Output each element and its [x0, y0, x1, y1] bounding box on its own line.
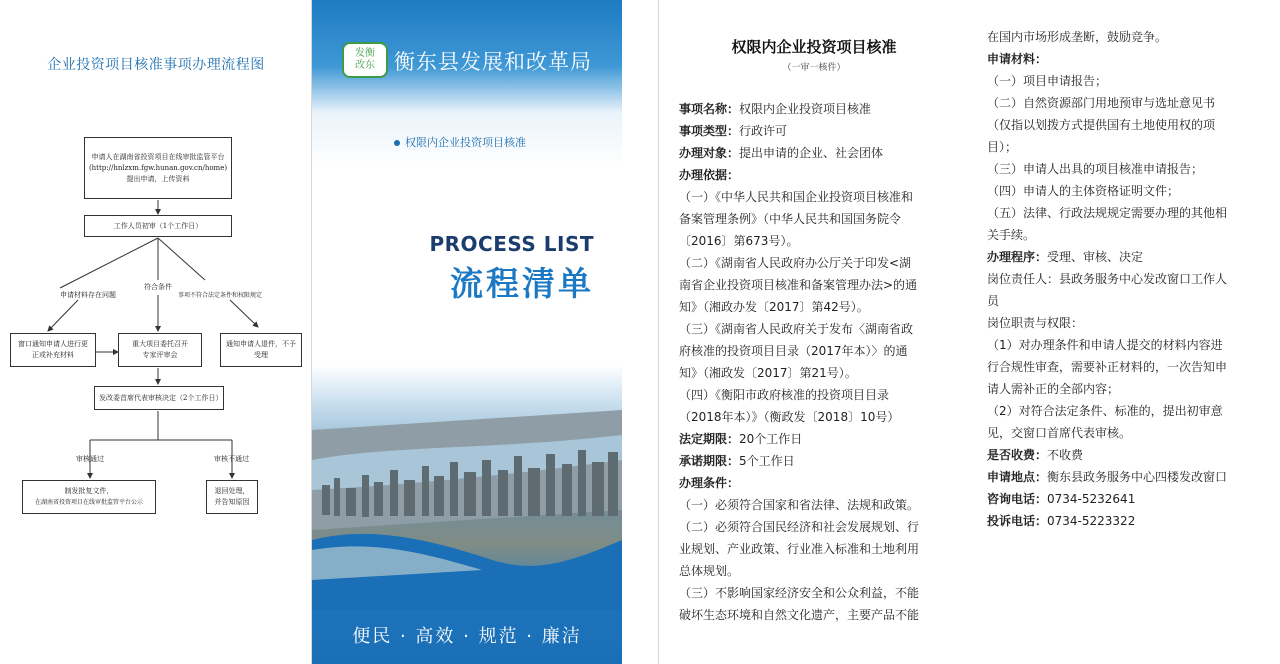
flow-box-initial-text: 工作人员初审（1个工作日）	[113, 221, 203, 230]
document-line	[679, 494, 955, 516]
document-subtitle: （一审一核件）	[782, 63, 846, 73]
logo-text-line: 改东	[355, 60, 375, 71]
document-line	[679, 98, 955, 120]
field-value: 提出申请的企业、社会团体	[739, 146, 884, 160]
document-column-right	[987, 26, 1263, 532]
field-value: （仅指以划拨方式提供国有土地使用权的项	[987, 118, 1216, 132]
flow-box-expert-line: 重大项目委托召开	[132, 340, 188, 348]
field-value: 受理、审核、决定	[1047, 250, 1144, 264]
document-line	[679, 406, 955, 428]
flow-box-reject-line: 受理	[254, 351, 268, 359]
field-label: 投诉电话：	[987, 514, 1048, 528]
document-line	[987, 400, 1263, 422]
field-value: （三）不影响国家经济安全和公众利益，不能	[679, 586, 920, 600]
field-value: （1）对办理条件和申请人提交的材料内容进	[987, 338, 1223, 352]
cover-panel	[312, 0, 622, 664]
field-value: 权限内企业投资项目核准	[739, 102, 872, 116]
field-label: 办理依据：	[679, 168, 740, 182]
document-line	[987, 202, 1263, 224]
document-line	[987, 356, 1263, 378]
document-line	[987, 246, 1263, 268]
document-line	[679, 120, 955, 142]
flow-box-approve-line: 制发批复文件，	[64, 487, 114, 495]
field-value: 岗位职责与权限：	[987, 316, 1084, 330]
document-line	[679, 472, 955, 494]
field-value: （二）自然资源部门用地预审与选址意见书	[987, 96, 1216, 110]
flow-box-expert-line: 专家评审会	[142, 351, 178, 359]
field-value: 目）；	[987, 140, 1018, 154]
flow-box-initial-review	[84, 215, 232, 237]
document-line	[679, 450, 955, 472]
flow-box-apply-line: 申请人在湖南省投资项目在线审批监管平台	[91, 152, 225, 161]
document-line	[679, 252, 955, 274]
document-line	[987, 114, 1263, 136]
field-value: 员	[987, 294, 1000, 308]
flow-box-decision-text: 发改委首席代表审核决定（2个工作日）	[99, 393, 223, 402]
field-value: 0734-5232641	[1047, 492, 1136, 506]
field-value: （四）《衡阳市政府核准的投资项目目录	[679, 388, 890, 402]
field-value: 20个工作日	[739, 432, 803, 446]
document-line	[679, 560, 955, 582]
document-column-left	[679, 98, 955, 626]
field-label: 承诺期限：	[679, 454, 740, 468]
document-title: 权限内企业投资项目核准	[731, 38, 897, 56]
document-line	[679, 362, 955, 384]
document-line	[987, 92, 1263, 114]
document-line	[679, 582, 955, 604]
field-value: （三）《湖南省人民政府关于发布〈湖南省政	[679, 322, 914, 336]
field-value: 见，交窗口首席代表审核。	[987, 426, 1132, 440]
field-value: 南省企业投资项目核准和备案管理办法>的通	[679, 278, 918, 292]
document-line	[679, 538, 955, 560]
field-value: 行合规性审查，需要补正材料的，一次告知申	[987, 360, 1228, 374]
flowchart-connectors	[0, 0, 312, 664]
field-label: 办理对象：	[679, 146, 740, 160]
field-value: 业规划、产业政策、行业准入标准和土地利用	[679, 542, 920, 556]
field-value: 衡东县政务服务中心四楼发改窗口	[1047, 470, 1228, 484]
flow-label-fail: 审核不通过	[214, 455, 249, 463]
flow-box-notify	[10, 333, 96, 367]
flow-box-approve-line: 在湖南省投资项目在线审批监管平台公示	[34, 499, 143, 506]
flow-box-return-line: 并告知原因	[214, 498, 250, 506]
field-value: （一）《中华人民共和国企业投资项目核准和	[679, 190, 914, 204]
document-line	[679, 186, 955, 208]
document-line	[987, 26, 1263, 48]
document-line	[987, 224, 1263, 246]
field-label: 是否收费：	[987, 448, 1048, 462]
field-label: 事项类型：	[679, 124, 740, 138]
document-line	[987, 70, 1263, 92]
document-panel	[658, 0, 1280, 664]
field-value: 破坏生态环境和自然文化遗产，主要产品不能	[679, 608, 920, 622]
document-line	[679, 516, 955, 538]
field-value: 备案管理条例》（中华人民共和国国务院令	[679, 212, 902, 226]
field-value: （五）法律、行政法规规定需要办理的其他相	[987, 206, 1228, 220]
field-label: 事项名称：	[679, 102, 740, 116]
field-label: 办理程序：	[987, 250, 1048, 264]
document-line	[679, 318, 955, 340]
bullet-dot-icon	[394, 140, 400, 146]
document-line	[987, 48, 1263, 70]
agency-logo	[342, 42, 388, 78]
logo-text-line: 发衡	[355, 48, 375, 59]
document-line	[987, 422, 1263, 444]
flow-box-expert	[118, 333, 202, 367]
document-line	[987, 444, 1263, 466]
flow-label-meet: 符合条件	[144, 283, 172, 291]
flow-box-apply	[84, 137, 232, 199]
field-value: （二）必须符合国民经济和社会发展规划、行	[679, 520, 920, 534]
flow-label-pass: 审核通过	[76, 455, 104, 463]
field-value: 知》（湘政发〔2017〕第21号）。	[679, 366, 857, 380]
flow-box-reject-line: 通知申请人退件，不予	[226, 340, 296, 348]
flow-box-notify-line: 窗口通知申请人进行更	[18, 340, 88, 348]
field-value: 0734-5223322	[1047, 514, 1136, 528]
flow-box-approve	[22, 480, 156, 514]
document-line	[987, 466, 1263, 488]
field-label: 咨询电话：	[987, 492, 1048, 506]
field-label: 办理条件：	[679, 476, 740, 490]
document-line	[679, 604, 955, 626]
field-value: 5个工作日	[739, 454, 795, 468]
document-line	[987, 136, 1263, 158]
document-line	[679, 296, 955, 318]
organization-name: 衡东县发展和改革局	[394, 50, 592, 74]
field-value: 岗位责任人：县政务服务中心发改窗口工作人	[987, 272, 1228, 286]
document-line	[679, 164, 955, 186]
field-value: 行政许可	[739, 124, 788, 138]
document-line	[679, 340, 955, 362]
document-line	[679, 428, 955, 450]
document-line	[679, 208, 955, 230]
field-label: 法定期限：	[679, 432, 740, 446]
field-value: 总体规划。	[679, 564, 740, 578]
flow-box-apply-line: 提出申请，上传资料	[126, 174, 190, 183]
field-value: 不收费	[1047, 448, 1084, 462]
flow-box-notify-line: 正或补充材料	[32, 351, 74, 359]
process-list-chinese: 流程清单	[450, 264, 594, 303]
document-line	[987, 334, 1263, 356]
flow-box-return	[206, 480, 258, 514]
field-label: 申请材料：	[987, 52, 1048, 66]
document-line	[987, 180, 1263, 202]
field-value: （2018年本）》（衡政发〔2018〕10号）	[679, 410, 900, 424]
field-value: （一）必须符合国家和省法律、法规和政策。	[679, 498, 920, 512]
field-value: 〔2016〕第673号）。	[679, 234, 799, 248]
flowchart-panel	[0, 0, 312, 664]
flow-box-apply-line: (http://hnlzxm.fgw.hunan.gov.cn/home)	[88, 163, 228, 172]
document-line	[679, 142, 955, 164]
process-list-english: PROCESS LIST	[429, 232, 594, 256]
cover-subtitle-text: 权限内企业投资项目核准	[405, 136, 526, 149]
field-value: （四）申请人的主体资格证明文件；	[987, 184, 1180, 198]
flow-label-not-meet: 事项不符合法定条件和权限规定	[178, 292, 263, 299]
flow-label-problem: 申请材料存在问题	[60, 291, 116, 299]
flow-box-return-line: 退回处理，	[214, 487, 250, 495]
field-value: 在国内市场形成垄断，鼓励竞争。	[987, 30, 1168, 44]
field-value: （二）《湖南省人民政府办公厅关于印发<湖	[679, 256, 912, 270]
field-value: （三）申请人出具的项目核准申请报告；	[987, 162, 1204, 176]
cover-slogan: 便民 · 高效 · 规范 · 廉洁	[352, 626, 582, 647]
city-skyline-image	[312, 390, 622, 610]
cover-subtitle	[394, 134, 526, 150]
document-line	[987, 378, 1263, 400]
flow-box-decision	[94, 386, 224, 410]
document-line	[987, 510, 1263, 532]
document-line	[679, 274, 955, 296]
flowchart-title: 企业投资项目核准事项办理流程图	[47, 57, 265, 73]
field-value: （一）项目申请报告；	[987, 74, 1108, 88]
document-line	[987, 268, 1263, 290]
field-value: 府核准的投资项目目录（2017年本）〉的通	[679, 344, 908, 358]
document-line	[987, 158, 1263, 180]
document-line	[987, 488, 1263, 510]
field-label: 申请地点：	[987, 470, 1048, 484]
document-line	[679, 384, 955, 406]
field-value: 关手续。	[987, 228, 1036, 242]
field-value: （2）对符合法定条件、标准的，提出初审意	[987, 404, 1223, 418]
document-line	[679, 230, 955, 252]
document-line	[987, 290, 1263, 312]
document-line	[987, 312, 1263, 334]
flow-box-reject	[220, 333, 302, 367]
field-value: 请人需补正的全部内容；	[987, 382, 1120, 396]
field-value: 知》（湘政办发〔2017〕第42号）。	[679, 300, 869, 314]
